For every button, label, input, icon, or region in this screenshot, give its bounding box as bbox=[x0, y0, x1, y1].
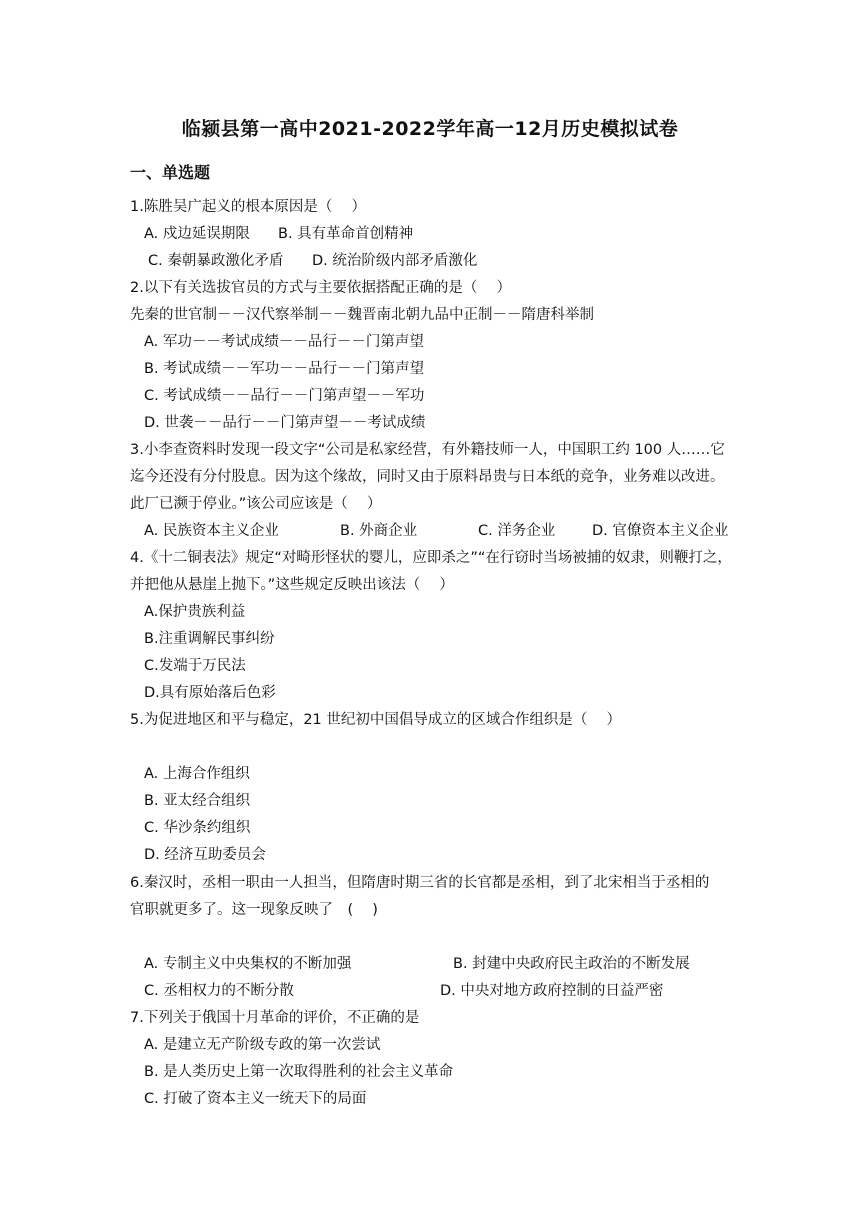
question-1-option-b: B. 具有革命首创精神 bbox=[278, 226, 414, 242]
question-4-stem-line-2: 并把他从悬崖上抛下。”这些规定反映出该法（ ） bbox=[130, 577, 454, 593]
question-1-option-d: D. 统治阶级内部矛盾激化 bbox=[312, 253, 478, 269]
question-6-stem-line-1: 6.秦汉时，丞相一职由一人担当，但隋唐时期三省的长官都是丞相，到了北宋相当于丞相的 bbox=[130, 875, 710, 891]
question-2-stem: 2.以下有关选拔官员的方式与主要依据搭配正确的是（ ） bbox=[130, 280, 511, 296]
question-1-stem: 1.陈胜吴广起义的根本原因是（ ） bbox=[130, 199, 366, 215]
question-4-option-d: D.具有原始落后色彩 bbox=[144, 685, 276, 701]
question-7-stem: 7.下列关于俄国十月革命的评价，不正确的是 bbox=[130, 1010, 420, 1026]
question-5-option-a: A. 上海合作组织 bbox=[144, 766, 250, 782]
question-7-option-a: A. 是建立无产阶级专政的第一次尝试 bbox=[144, 1037, 381, 1053]
question-5-option-b: B. 亚太经合组织 bbox=[144, 793, 251, 809]
question-3-stem-line-2: 迄今还没有分付股息。因为这个缘故，同时又由于原料昂贵与日本纸的竞争，业务难以改进。 bbox=[130, 469, 725, 485]
question-4-option-c: C.发端于万民法 bbox=[144, 658, 246, 674]
question-3-option-b: B. 外商企业 bbox=[340, 523, 418, 539]
question-3-option-a: A. 民族资本主义企业 bbox=[144, 523, 279, 539]
question-2-option-b: B. 考试成绩－－军功－－品行－－门第声望 bbox=[144, 361, 425, 377]
question-7-option-c: C. 打破了资本主义一统天下的局面 bbox=[144, 1091, 367, 1107]
question-1-option-c: C. 秦朝暴政激化矛盾 bbox=[148, 253, 284, 269]
question-5-option-c: C. 华沙条约组织 bbox=[144, 820, 251, 836]
section-heading: 一、单选题 bbox=[130, 163, 211, 182]
exam-title: 临颍县第一高中2021-2022学年高一12月历史模拟试卷 bbox=[181, 118, 679, 140]
question-2-context: 先秦的世官制－－汉代察举制－－魏晋南北朝九品中正制－－隋唐科举制 bbox=[130, 307, 594, 323]
question-6-option-d: D. 中央对地方政府控制的日益严密 bbox=[440, 983, 664, 999]
question-6-option-c: C. 丞相权力的不断分散 bbox=[144, 983, 294, 999]
question-5-option-d: D. 经济互助委员会 bbox=[144, 847, 266, 863]
question-7-option-b: B. 是人类历史上第一次取得胜利的社会主义革命 bbox=[144, 1064, 454, 1080]
question-4-option-a: A.保护贵族利益 bbox=[144, 604, 246, 620]
question-3-option-d: D. 官僚资本主义企业 bbox=[592, 523, 729, 539]
question-2-option-a: A. 军功－－考试成绩－－品行－－门第声望 bbox=[144, 334, 424, 350]
question-6-option-a: A. 专制主义中央集权的不断加强 bbox=[144, 956, 352, 972]
question-6-stem-line-2: 官职就更多了。这一现象反映了 ( ) bbox=[130, 902, 378, 918]
question-3-stem-line-1: 3.小李查资料时发现一段文字“公司是私家经营，有外籍技师一人，中国职工约 100 人……它 bbox=[130, 442, 725, 458]
question-1-option-a: A. 戍边延误期限 bbox=[144, 226, 250, 242]
question-2-option-c: C. 考试成绩－－品行－－门第声望－－军功 bbox=[144, 388, 425, 404]
question-4-stem-line-1: 4.《十二铜表法》规定“对畸形怪状的婴儿，应即杀之”“在行窃时当场被捕的奴隶，则鞭打之， bbox=[130, 550, 732, 566]
question-2-option-d: D. 世袭－－品行－－门第声望－－考试成绩 bbox=[144, 415, 426, 431]
question-4-option-b: B.注重调解民事纠纷 bbox=[144, 631, 275, 647]
question-5-stem: 5.为促进地区和平与稳定，21 世纪初中国倡导成立的区域合作组织是（ ） bbox=[130, 712, 622, 728]
question-3-stem-line-3: 此厂已濒于停业。”该公司应该是（ ） bbox=[130, 496, 382, 512]
question-6-option-b: B. 封建中央政府民主政治的不断发展 bbox=[453, 956, 690, 972]
question-3-option-c: C. 洋务企业 bbox=[478, 523, 556, 539]
